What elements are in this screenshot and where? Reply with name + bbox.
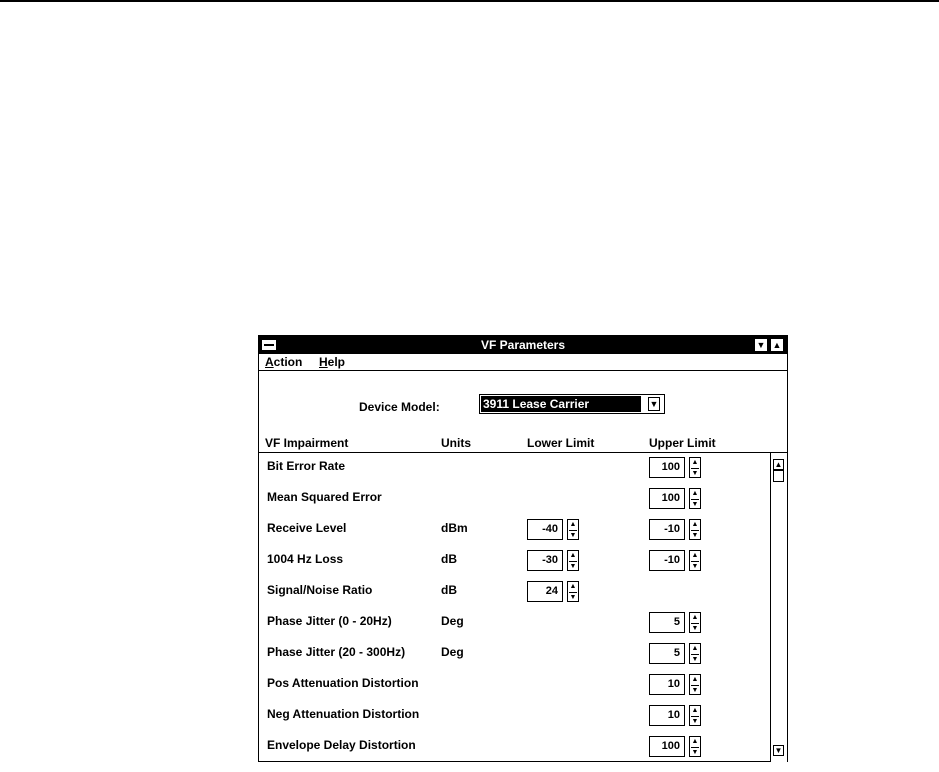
table-row	[259, 639, 769, 670]
title-bar	[259, 336, 787, 354]
menu-help-label: elp	[327, 355, 346, 369]
impairment-name: Phase Jitter (0 - 20Hz)	[267, 614, 392, 628]
upper-limit-input[interactable]: 10	[649, 674, 685, 695]
impairment-list	[259, 452, 787, 762]
spin-up-icon[interactable]: ▲	[569, 583, 577, 590]
maximize-icon: ▲	[772, 340, 782, 350]
header-units: Units	[441, 436, 471, 450]
spin-buttons[interactable]	[689, 612, 701, 633]
table-row	[259, 577, 769, 608]
spin-up-icon[interactable]: ▲	[691, 738, 699, 745]
spin-up-icon[interactable]: ▲	[691, 552, 699, 559]
spin-down-icon[interactable]: ▼	[691, 656, 699, 663]
spin-buttons[interactable]	[689, 519, 701, 540]
vertical-scrollbar[interactable]	[770, 453, 787, 762]
spin-up-icon[interactable]: ▲	[691, 521, 699, 528]
impairment-name: Neg Attenuation Distortion	[267, 707, 420, 721]
spin-down-icon[interactable]: ▼	[569, 563, 577, 570]
spin-buttons[interactable]	[689, 736, 701, 757]
table-row	[259, 701, 769, 732]
impairment-units: dB	[441, 552, 457, 566]
device-model-dropdown[interactable]	[479, 394, 665, 414]
spin-buttons[interactable]	[567, 519, 579, 540]
upper-limit-input[interactable]: 5	[649, 612, 685, 633]
spin-up-icon[interactable]: ▲	[569, 521, 577, 528]
spin-up-icon[interactable]: ▲	[569, 552, 577, 559]
minimize-button[interactable]	[754, 338, 768, 352]
spin-up-icon[interactable]: ▲	[691, 707, 699, 714]
device-model-label: Device Model:	[359, 400, 440, 414]
upper-limit-input[interactable]: 100	[649, 457, 685, 478]
upper-limit-input[interactable]: 5	[649, 643, 685, 664]
maximize-button[interactable]	[770, 338, 784, 352]
header-lower-limit: Lower Limit	[527, 436, 595, 450]
impairment-name: Pos Attenuation Distortion	[267, 676, 419, 690]
impairment-name: Signal/Noise Ratio	[267, 583, 373, 597]
spin-up-icon[interactable]: ▲	[691, 459, 699, 466]
table-row	[259, 515, 769, 546]
spin-down-icon[interactable]: ▼	[691, 749, 699, 756]
table-row	[259, 484, 769, 515]
menu-help[interactable]	[319, 355, 345, 369]
upper-limit-input[interactable]: 10	[649, 705, 685, 726]
table-row	[259, 732, 769, 762]
upper-limit-input[interactable]: -10	[649, 550, 685, 571]
minimize-icon: ▼	[756, 340, 766, 350]
lower-limit-input[interactable]: -40	[527, 519, 563, 540]
spin-down-icon[interactable]: ▼	[691, 470, 699, 477]
impairment-units: dBm	[441, 521, 468, 535]
impairment-units: dB	[441, 583, 457, 597]
impairment-name: Bit Error Rate	[267, 459, 346, 473]
spin-up-icon[interactable]: ▲	[691, 645, 699, 652]
dropdown-arrow-icon[interactable]: ▼	[649, 399, 659, 409]
impairment-units: Deg	[441, 645, 464, 659]
impairment-name: Phase Jitter (20 - 300Hz)	[267, 645, 406, 659]
impairment-name: 1004 Hz Loss	[267, 552, 344, 566]
impairment-name: Receive Level	[267, 521, 347, 535]
table-row	[259, 546, 769, 577]
top-rule	[0, 0, 939, 2]
scrollbar-thumb[interactable]	[773, 470, 784, 482]
device-model-value: 3911 Lease Carrier	[481, 396, 641, 412]
spin-down-icon[interactable]: ▼	[691, 718, 699, 725]
upper-limit-input[interactable]: -10	[649, 519, 685, 540]
menu-action-label: ction	[273, 355, 303, 369]
spin-down-icon[interactable]: ▼	[569, 532, 577, 539]
spin-down-icon[interactable]: ▼	[691, 563, 699, 570]
header-upper-limit: Upper Limit	[649, 436, 716, 450]
spin-buttons[interactable]	[689, 643, 701, 664]
spin-up-icon[interactable]: ▲	[691, 490, 699, 497]
spin-buttons[interactable]	[567, 550, 579, 571]
spin-buttons[interactable]	[689, 457, 701, 478]
lower-limit-input[interactable]: -30	[527, 550, 563, 571]
window-title: VF Parameters	[480, 338, 566, 352]
impairment-units: Deg	[441, 614, 464, 628]
spin-buttons[interactable]	[689, 705, 701, 726]
spin-up-icon[interactable]: ▲	[691, 614, 699, 621]
table-row	[259, 453, 769, 484]
upper-limit-input[interactable]: 100	[649, 736, 685, 757]
table-row	[259, 608, 769, 639]
scroll-up-arrow-icon[interactable]: ▲	[774, 460, 783, 469]
menu-action-mnemonic: A	[265, 355, 274, 369]
vf-parameters-window	[258, 335, 788, 762]
header-vf-impairment: VF Impairment	[265, 436, 349, 450]
menu-action[interactable]	[265, 355, 302, 369]
spin-buttons[interactable]	[567, 581, 579, 602]
menu-help-mnemonic: H	[319, 355, 328, 369]
spin-down-icon[interactable]: ▼	[691, 625, 699, 632]
menu-bar	[259, 354, 787, 371]
spin-down-icon[interactable]: ▼	[569, 594, 577, 601]
upper-limit-input[interactable]: 100	[649, 488, 685, 509]
table-row	[259, 670, 769, 701]
spin-down-icon[interactable]: ▼	[691, 532, 699, 539]
spin-buttons[interactable]	[689, 488, 701, 509]
spin-down-icon[interactable]: ▼	[691, 501, 699, 508]
lower-limit-input[interactable]: 24	[527, 581, 563, 602]
spin-down-icon[interactable]: ▼	[691, 687, 699, 694]
spin-buttons[interactable]	[689, 674, 701, 695]
impairment-name: Mean Squared Error	[267, 490, 382, 504]
impairment-name: Envelope Delay Distortion	[267, 738, 416, 752]
scroll-down-arrow-icon[interactable]: ▼	[774, 746, 783, 755]
spin-up-icon[interactable]: ▲	[691, 676, 699, 683]
spin-buttons[interactable]	[689, 550, 701, 571]
